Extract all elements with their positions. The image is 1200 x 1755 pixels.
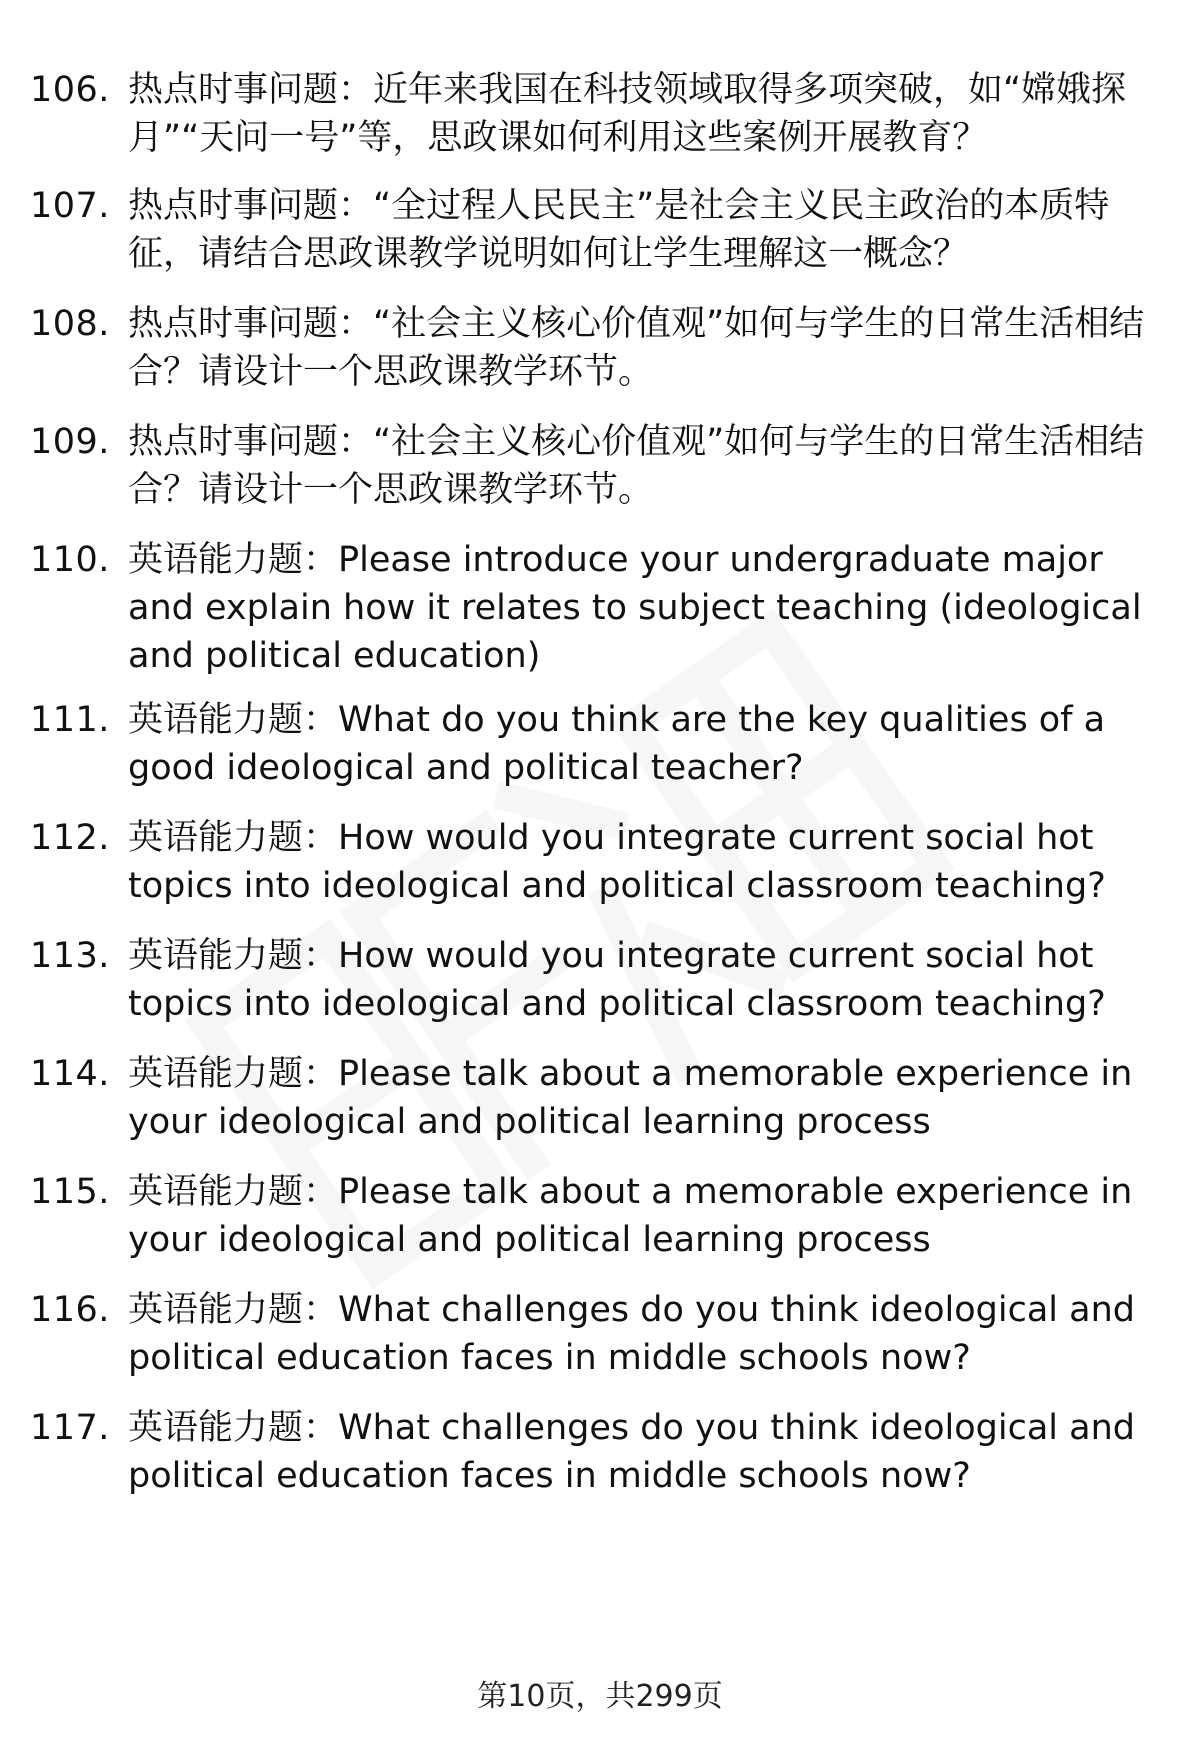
question-text: 英语能力题：Please introduce your undergraduate major and explain how it relates to subject teaching (ideological and political education) (128, 540, 1142, 676)
question-text: 英语能力题：What do you think are the key qualities of a good ideological and political teacher? (128, 700, 1106, 788)
question-number: 115. (30, 1172, 110, 1212)
question-number: 108. (30, 304, 110, 344)
question-list (30, 66, 1160, 1522)
page-number: 第10页，共299页 (477, 1679, 723, 1714)
question-text: 英语能力题：How would you integrate current social hot topics into ideological and political classroom teaching? (128, 818, 1106, 906)
question-text: 英语能力题：Please talk about a memorable experience in your ideological and political learning process (128, 1172, 1133, 1260)
question-number: 110. (30, 540, 110, 580)
list-item (30, 418, 1160, 536)
question-text: 热点时事问题：“社会主义核心价值观”如何与学生的日常生活相结合？请设计一个思政课教学环节。 (128, 422, 1145, 510)
question-text: 热点时事问题：“全过程人民民主”是社会主义民主政治的本质特征，请结合思政课教学说明如何让学生理解这一概念？ (128, 186, 1110, 274)
question-number: 111. (30, 700, 110, 740)
question-text: 英语能力题：How would you integrate current social hot topics into ideological and political classroom teaching? (128, 936, 1106, 1024)
question-text: 热点时事问题：“社会主义核心价值观”如何与学生的日常生活相结合？请设计一个思政课教学环节。 (128, 304, 1145, 392)
question-number: 116. (30, 1290, 110, 1330)
list-item (30, 1404, 1160, 1522)
list-item (30, 66, 1160, 182)
list-item (30, 696, 1160, 814)
question-number: 109. (30, 422, 110, 462)
question-text: 英语能力题：What challenges do you think ideological and political education faces in middle schools now? (128, 1290, 1135, 1378)
question-number: 114. (30, 1054, 110, 1094)
list-item (30, 1168, 1160, 1286)
question-text: 热点时事问题：近年来我国在科技领域取得多项突破，如“嫦娥探月”“天问一号”等，思政课如何利用这些案例开展教育？ (128, 70, 1127, 158)
question-text: 英语能力题：Please talk about a memorable experience in your ideological and political learning process (128, 1054, 1133, 1142)
question-number: 117. (30, 1408, 110, 1448)
list-item (30, 182, 1160, 300)
question-number: 112. (30, 818, 110, 858)
question-number: 113. (30, 936, 110, 976)
list-item (30, 814, 1160, 932)
question-number: 107. (30, 186, 110, 226)
question-number: 106. (30, 70, 110, 110)
list-item (30, 1050, 1160, 1168)
list-item (30, 300, 1160, 418)
question-text: 英语能力题：What challenges do you think ideological and political education faces in middle schools now? (128, 1408, 1135, 1496)
list-item (30, 536, 1160, 696)
list-item (30, 1286, 1160, 1404)
list-item (30, 932, 1160, 1050)
